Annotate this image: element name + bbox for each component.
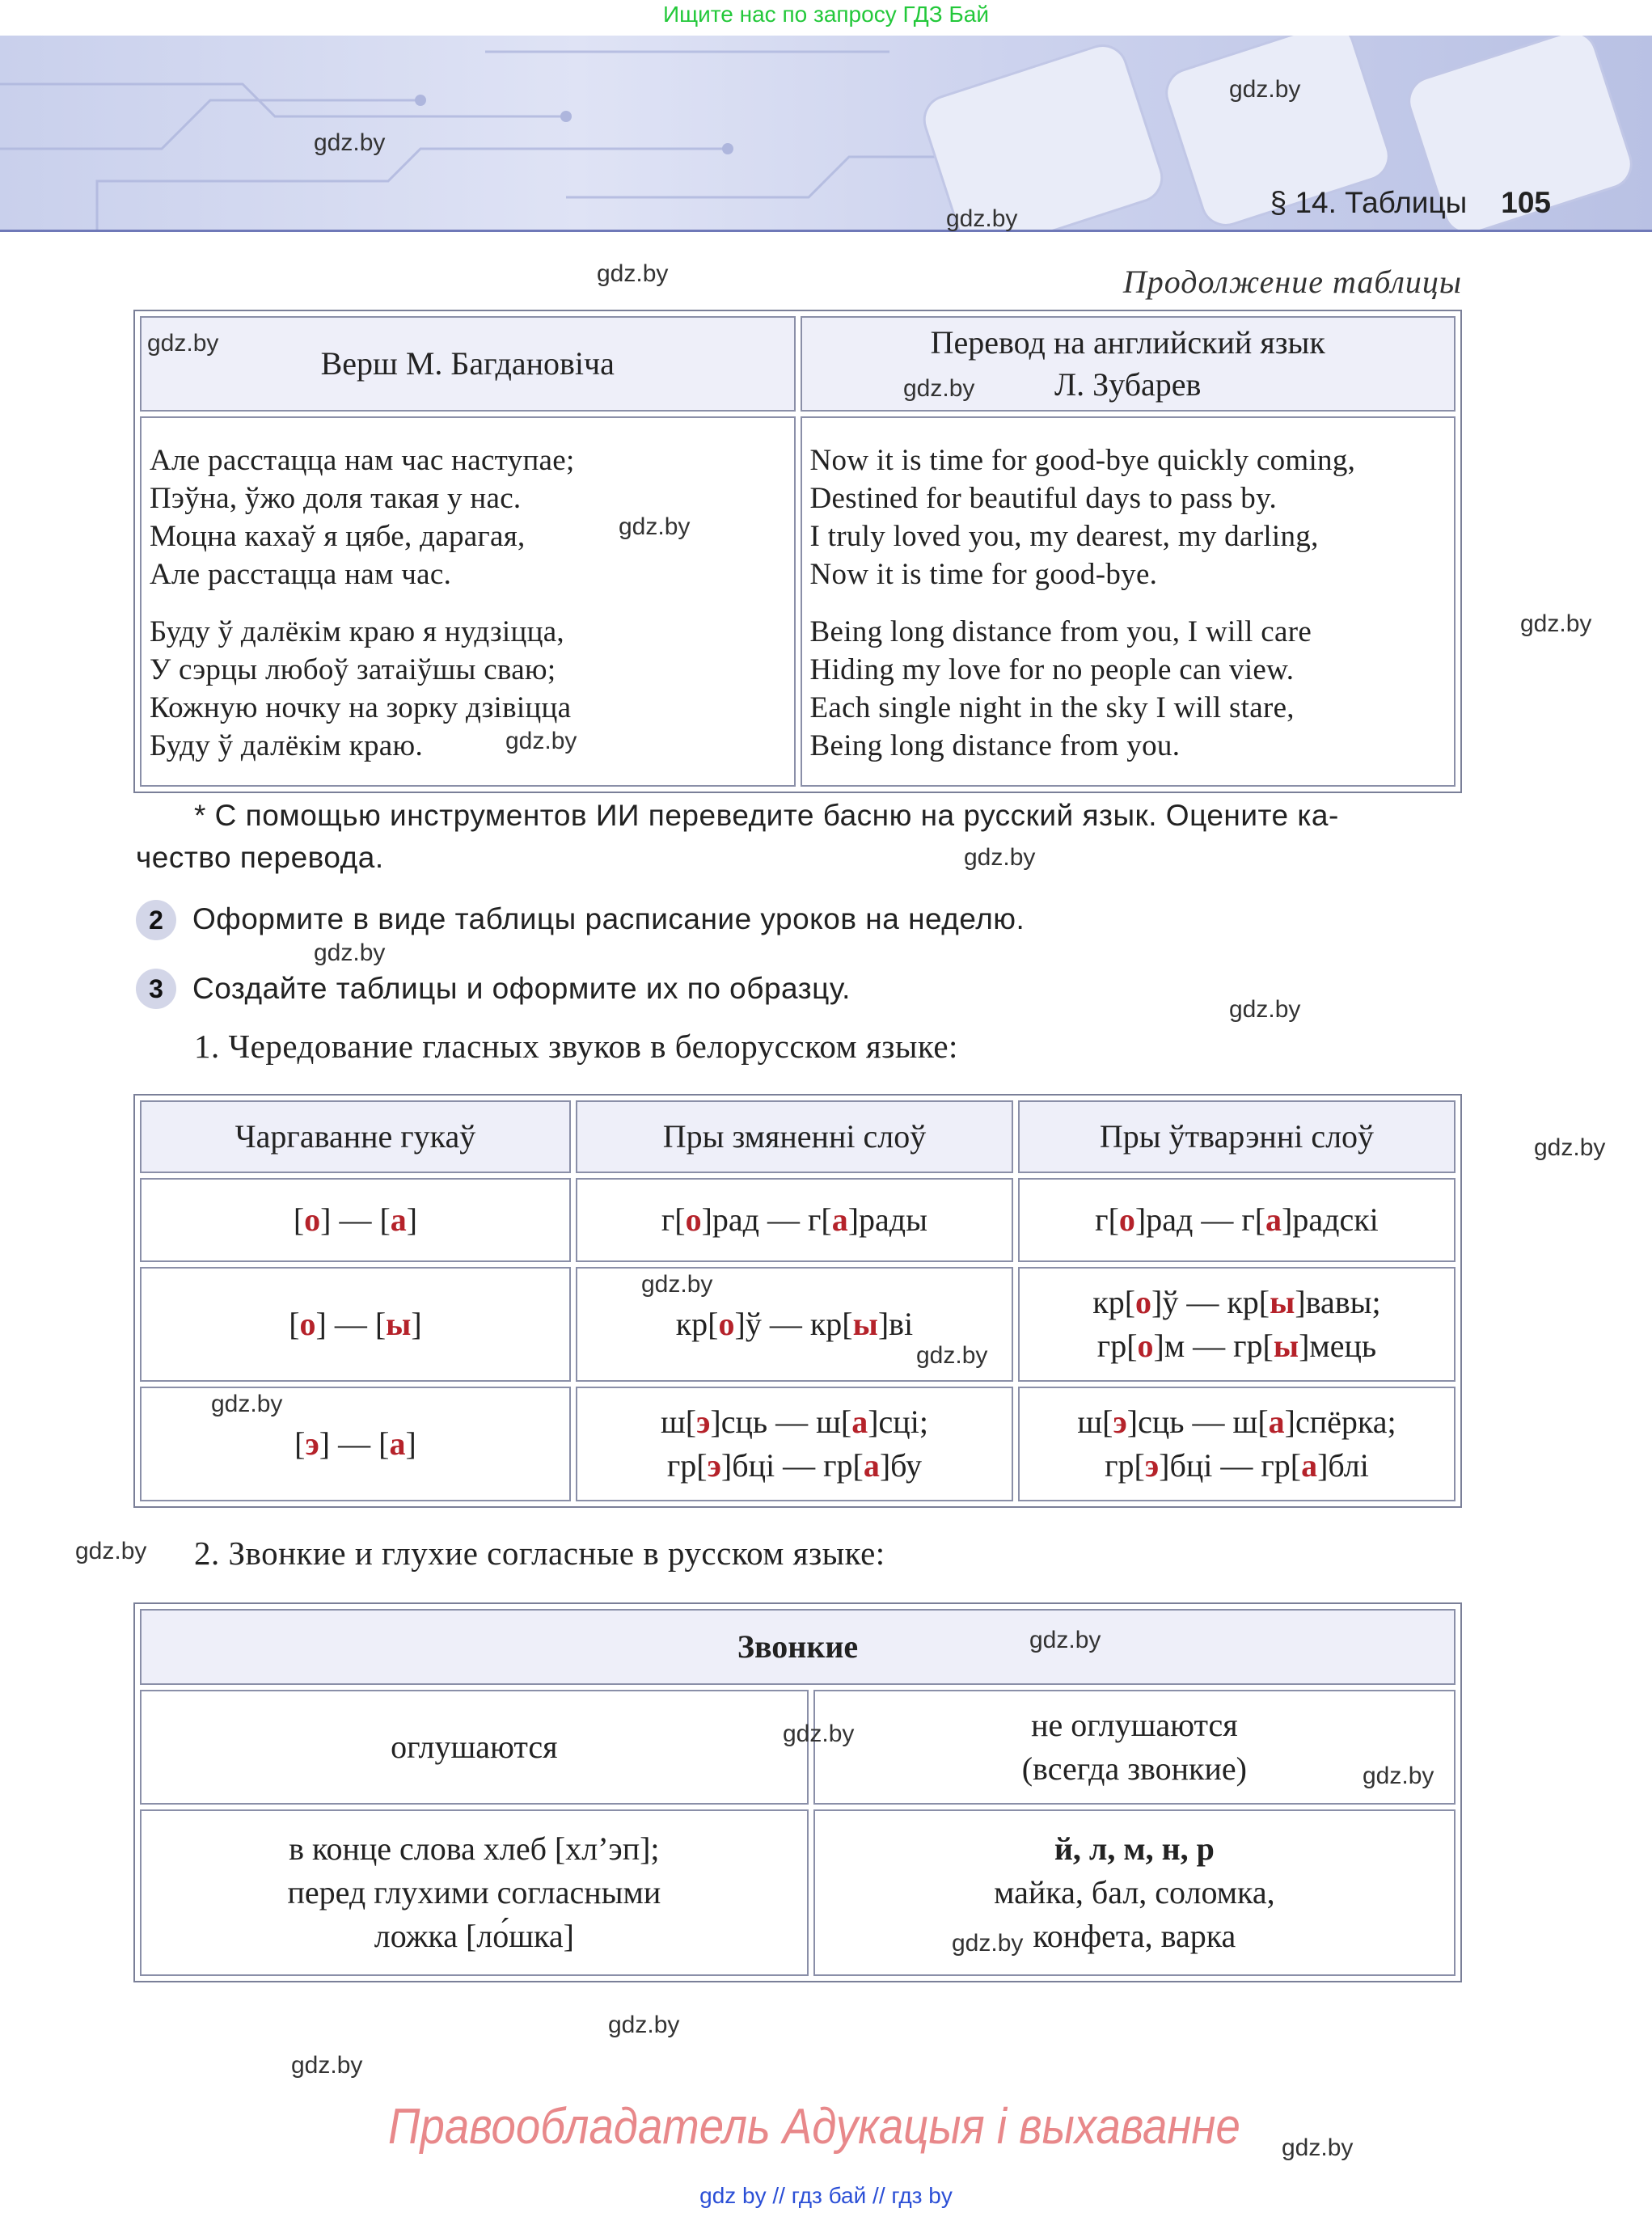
vowel-cell bbox=[140, 1178, 571, 1262]
watermark: gdz.by bbox=[946, 205, 1018, 232]
highlighted-vowel: о bbox=[304, 1201, 321, 1238]
cell-text: ]рад — г[ bbox=[1134, 1201, 1266, 1238]
highlighted-vowel: а bbox=[1268, 1404, 1285, 1440]
vowel-header: Пры ўтварэнні слоў bbox=[1018, 1100, 1456, 1173]
highlighted-vowel: о bbox=[299, 1306, 316, 1342]
cell-text: ]сць — ш[ bbox=[1126, 1404, 1269, 1440]
poem-line: Destined for beautiful days to pass by. bbox=[809, 482, 1278, 515]
table-continuation-label: Продолжение таблицы bbox=[1122, 264, 1462, 300]
cell-text: ]сць — ш[ bbox=[710, 1404, 852, 1440]
cell-text: ]радскі bbox=[1282, 1201, 1379, 1238]
watermark: gdz.by bbox=[314, 129, 386, 156]
watermark: gdz.by bbox=[291, 2052, 363, 2079]
cell-text: ]вавы; bbox=[1295, 1284, 1381, 1320]
cell-line bbox=[1020, 1324, 1453, 1368]
cell-text: ] — [ bbox=[315, 1306, 387, 1342]
ai-task-cont bbox=[136, 841, 384, 875]
highlighted-vowel: а bbox=[390, 1201, 407, 1238]
highlighted-vowel: о bbox=[685, 1201, 702, 1238]
watermark: gdz.by bbox=[1363, 1763, 1434, 1789]
poem-line: Пэўна, ўжо доля такая у нас. bbox=[150, 482, 522, 515]
cell-text: гр[ bbox=[666, 1447, 708, 1484]
poem-line: У сэрцы любоў затаіўшы сваю; bbox=[150, 653, 556, 686]
cell-text: ]м — гр[ bbox=[1153, 1328, 1274, 1364]
cell-line bbox=[1020, 1198, 1453, 1242]
poem-header-en-line2: Л. Зубарев bbox=[1054, 366, 1202, 403]
consonant-col1: оглушаются bbox=[140, 1690, 809, 1805]
cell-text: ] bbox=[405, 1425, 416, 1462]
vowel-header: Чаргаванне гукаў bbox=[140, 1100, 571, 1173]
running-header bbox=[1270, 186, 1551, 220]
consonant-table bbox=[133, 1602, 1462, 1982]
cell-line bbox=[578, 1400, 1011, 1444]
highlighted-vowel: а bbox=[1265, 1201, 1282, 1238]
poem-header-en-line1: Перевод на английский язык bbox=[930, 324, 1325, 361]
highlighted-vowel: о bbox=[1137, 1328, 1154, 1364]
vowel-cell bbox=[576, 1387, 1013, 1501]
cell-text: ]ў — кр[ bbox=[734, 1306, 853, 1342]
consonant-example-line: майка, бал, соломка, bbox=[994, 1874, 1275, 1910]
cell-text: ]ві bbox=[877, 1306, 914, 1342]
cell-text: ]сці; bbox=[868, 1404, 928, 1440]
consonant-example-line: конфета, варка bbox=[1033, 1918, 1236, 1954]
bottom-links[interactable]: gdz by // гдз бай // гдз by bbox=[699, 2183, 953, 2208]
highlighted-vowel: э bbox=[1144, 1447, 1160, 1484]
highlighted-vowel: о bbox=[1135, 1284, 1152, 1320]
cell-text: ]бці — гр[ bbox=[720, 1447, 864, 1484]
cell-text: ] bbox=[406, 1201, 418, 1238]
vowel-alternation-table bbox=[133, 1094, 1462, 1508]
cell-text: гр[ bbox=[1105, 1447, 1145, 1484]
poem-line: Being long distance from you. bbox=[809, 729, 1181, 762]
cell-text: ]бці — гр[ bbox=[1159, 1447, 1302, 1484]
watermark: gdz.by bbox=[619, 513, 691, 540]
consonant-header: Звонкие bbox=[140, 1609, 1456, 1685]
poem-header-en bbox=[801, 316, 1456, 412]
highlighted-vowel: а bbox=[1301, 1447, 1318, 1484]
consonant-col2-line1: не оглушаются bbox=[1031, 1707, 1238, 1743]
watermark: gdz.by bbox=[1029, 1627, 1101, 1653]
watermark: gdz.by bbox=[964, 844, 1036, 871]
cell-text: [ bbox=[289, 1306, 300, 1342]
cell-text: кр[ bbox=[1092, 1284, 1136, 1320]
vowel-cell bbox=[576, 1178, 1013, 1262]
cell-text: ]бу bbox=[879, 1447, 922, 1484]
subtask1-title: 1. Чередование гласных звуков в белорусском языке: bbox=[194, 1028, 958, 1065]
watermark: gdz.by bbox=[1229, 996, 1301, 1023]
highlighted-vowel: э bbox=[305, 1425, 319, 1462]
ai-task-line2: чество перевода. bbox=[136, 841, 384, 874]
cell-text: ]мець bbox=[1299, 1328, 1377, 1364]
ai-task bbox=[194, 799, 1339, 833]
cell-text: ш[ bbox=[660, 1404, 697, 1440]
consonant-example-line: перед глухими согласными bbox=[287, 1874, 661, 1910]
consonant-example-line: в конце слова хлеб [хл’эп]; bbox=[289, 1830, 660, 1867]
poem-line: Але расстацца нам час. bbox=[150, 558, 452, 591]
cell-text: кр[ bbox=[675, 1306, 719, 1342]
poem-line: Now it is time for good-bye. bbox=[809, 558, 1158, 591]
cell-text: ]рады bbox=[847, 1201, 928, 1238]
cell-text: г[ bbox=[661, 1201, 686, 1238]
highlighted-vowel: ы bbox=[1270, 1284, 1295, 1320]
consonant-example-line: ложка [ло́шка] bbox=[374, 1918, 574, 1954]
task2-text: Оформите в виде таблицы расписание уроков на неделю. bbox=[192, 902, 1025, 935]
highlighted-vowel: о bbox=[718, 1306, 735, 1342]
cell-text: г[ bbox=[1095, 1201, 1119, 1238]
cell-text: ] — [ bbox=[320, 1201, 391, 1238]
consonant-col2-line2: (всегда звонкие) bbox=[1021, 1750, 1247, 1787]
poem-line: Hiding my love for no people can view. bbox=[809, 653, 1295, 686]
watermark: gdz.by bbox=[1229, 76, 1301, 103]
watermark: gdz.by bbox=[505, 728, 577, 754]
poem-line: Моцна кахаў я цябе, дарагая, bbox=[150, 520, 526, 553]
highlighted-vowel: э bbox=[696, 1404, 711, 1440]
task-number-badge: 3 bbox=[136, 969, 176, 1009]
cell-text: ]рад — г[ bbox=[701, 1201, 832, 1238]
vowel-cell bbox=[1018, 1178, 1456, 1262]
highlighted-vowel: а bbox=[389, 1425, 406, 1462]
watermark: gdz.by bbox=[147, 330, 219, 357]
poem-line: Буду ў далёкім краю я нудзіцца, bbox=[150, 615, 564, 648]
vowel-header: Пры змяненні слоў bbox=[576, 1100, 1013, 1173]
watermark: gdz.by bbox=[597, 260, 669, 287]
poem-header-by: Верш М. Багдановіча bbox=[140, 316, 796, 412]
watermark: gdz.by bbox=[608, 2012, 680, 2038]
highlighted-vowel: ы bbox=[386, 1306, 412, 1342]
watermark: gdz.by bbox=[1282, 2134, 1354, 2161]
search-hint-link[interactable]: Ищите нас по запросу ГДЗ Бай bbox=[662, 2, 990, 27]
task3-text: Создайте таблицы и оформите их по образцу. bbox=[192, 972, 851, 1005]
highlighted-vowel: ы bbox=[852, 1306, 878, 1342]
consonant-col2 bbox=[813, 1690, 1456, 1805]
watermark: gdz.by bbox=[952, 1930, 1024, 1957]
poem-line: Але расстацца нам час наступае; bbox=[150, 444, 575, 477]
cell-text: ] bbox=[411, 1306, 422, 1342]
highlighted-vowel: а bbox=[831, 1201, 848, 1238]
cell-line bbox=[578, 1198, 1011, 1242]
highlighted-vowel: э bbox=[1113, 1404, 1127, 1440]
cell-text: ] — [ bbox=[319, 1425, 390, 1462]
vowel-cell bbox=[140, 1267, 571, 1382]
cell-line bbox=[1020, 1444, 1453, 1488]
poem-line: Each single night in the sky I will stare, bbox=[809, 691, 1295, 724]
vowel-cell bbox=[140, 1387, 571, 1501]
poem-line: Being long distance from you, I will care bbox=[809, 615, 1312, 648]
page-number: 105 bbox=[1501, 186, 1551, 219]
cell-text: [ bbox=[294, 1425, 306, 1462]
consonant-row2-col2 bbox=[813, 1809, 1456, 1976]
highlighted-vowel: а bbox=[863, 1447, 880, 1484]
watermark: gdz.by bbox=[1520, 610, 1592, 637]
highlighted-vowel: а bbox=[851, 1404, 868, 1440]
vowel-cell bbox=[1018, 1387, 1456, 1501]
cell-text: [ bbox=[293, 1201, 305, 1238]
cell-text: ]спёрка; bbox=[1284, 1404, 1396, 1440]
poem-table bbox=[133, 310, 1462, 793]
consonant-row2-col1 bbox=[140, 1809, 809, 1976]
poem-line: I truly loved you, my dearest, my darling, bbox=[809, 520, 1319, 553]
section-title: § 14. Таблицы bbox=[1270, 186, 1468, 219]
cell-line bbox=[578, 1302, 1011, 1346]
subtask2-title: 2. Звонкие и глухие согласные в русском языке: bbox=[194, 1535, 885, 1572]
ai-task-line1: * С помощью инструментов ИИ переведите басню на русский язык. Оцените ка- bbox=[194, 799, 1339, 832]
watermark: gdz.by bbox=[1534, 1134, 1606, 1161]
vowel-cell bbox=[1018, 1267, 1456, 1382]
cell-text: ]блі bbox=[1317, 1447, 1369, 1484]
cell-text: ш[ bbox=[1077, 1404, 1113, 1440]
highlighted-vowel: э bbox=[707, 1447, 721, 1484]
poem-en-cell bbox=[801, 416, 1456, 787]
highlighted-vowel: ы bbox=[1273, 1328, 1299, 1364]
consonant-letters: й, л, м, н, р bbox=[1054, 1830, 1215, 1867]
cell-line bbox=[1020, 1400, 1453, 1444]
cell-line bbox=[578, 1444, 1011, 1488]
cell-line bbox=[1020, 1281, 1453, 1324]
watermark: gdz.by bbox=[211, 1391, 283, 1417]
watermark: gdz.by bbox=[641, 1271, 713, 1298]
poem-line: Кожную ночку на зорку дзівіцца bbox=[150, 691, 572, 724]
poem-by-cell bbox=[140, 416, 796, 787]
cell-text: гр[ bbox=[1096, 1328, 1138, 1364]
watermark: gdz.by bbox=[75, 1538, 147, 1564]
poem-line: Now it is time for good-bye quickly coming, bbox=[809, 444, 1356, 477]
watermark: gdz.by bbox=[916, 1342, 988, 1369]
watermark: gdz.by bbox=[903, 375, 975, 402]
watermark: gdz.by bbox=[314, 939, 386, 966]
task-number-badge: 2 bbox=[136, 900, 176, 940]
copyright-footer: Правообладатель Адукацыя і выхаванне bbox=[388, 2099, 1240, 2155]
poem-line: Буду ў далёкім краю. bbox=[150, 729, 423, 762]
highlighted-vowel: о bbox=[1118, 1201, 1135, 1238]
watermark: gdz.by bbox=[783, 1720, 855, 1747]
cell-text: ]ў — кр[ bbox=[1151, 1284, 1270, 1320]
